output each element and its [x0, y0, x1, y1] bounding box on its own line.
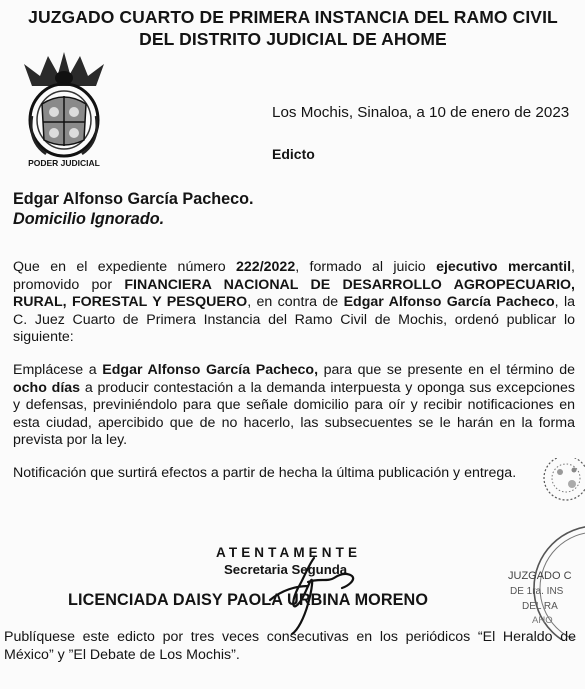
case-paragraph	[13, 259, 575, 347]
court-header	[28, 6, 558, 50]
defendant-name: Edgar Alfonso García Pacheco	[343, 294, 555, 311]
stamp-line: DE 1ra. INS	[510, 586, 564, 597]
addressee	[13, 189, 254, 229]
case-text: , formado al juicio	[295, 259, 437, 275]
addressee-address: Domicilio Ignorado.	[13, 210, 165, 228]
closing-regards: ATENTAMENTE	[216, 545, 362, 560]
court-district: DEL DISTRITO JUDICIAL DE AHOME	[139, 29, 447, 49]
plaintiff-name: FINANCIERA NACIONAL DE DESARROLLO AGROPECUARIO, RURAL, FORESTAL Y PESQUERO	[13, 276, 575, 311]
trial-type: ejecutivo mercantil	[436, 259, 572, 275]
stamp-line: JUZGADO C	[508, 570, 572, 582]
signer-name: LICENCIADA DAISY PAOLA URBINA MORENO	[68, 591, 429, 609]
case-text: Que en el expediente número	[13, 259, 237, 275]
court-name: JUZGADO CUARTO DE PRIMERA INSTANCIA DEL RAMO CIVIL	[28, 7, 558, 27]
seal-label: PODER JUDICIAL	[28, 158, 100, 168]
summons-text: Emplácese a	[13, 362, 103, 378]
court-stamp	[496, 458, 585, 640]
place-and-date: Los Mochis, Sinaloa, a 10 de enero de 2023	[272, 104, 570, 121]
summons-paragraph	[13, 362, 575, 450]
summons-text: a producir contestación a la demanda interpuesta y oponga sus excepciones y defensas, previniéndolo para que señale domicilio para oír y recibir notificaciones en esta ciudad, apercibido que de no hacerlo, las subsecuentes se le harán en la forma prevista por la ley.	[13, 379, 575, 449]
poder-judicial-seal-logo	[18, 46, 110, 158]
case-number: 222/2022	[236, 259, 296, 275]
summons-text: para que se presente en el término de	[318, 362, 575, 378]
defendant-name: Edgar Alfonso García Pacheco,	[102, 362, 319, 378]
publication-note: Publíquese este edicto por tres veces consecutivas en los periódicos “El Heraldo de México” y ”El Debate de Los Mochis”.	[4, 629, 576, 663]
case-text: , en contra de	[247, 294, 344, 311]
stamp-line: AHO	[532, 615, 553, 626]
document-type: Edicto	[272, 146, 315, 162]
stamp-line: DEL RA	[522, 601, 558, 612]
signer-role: Secretaria Segunda	[224, 562, 348, 577]
case-text: , la C. Juez Cuarto de Primera Instancia del Ramo Civil de Mochis, ordenó publicar lo siguiente:	[13, 294, 575, 346]
notification-paragraph: Notificación que surtirá efectos a partir de hecha la última publicación y entrega.	[13, 465, 517, 481]
case-text: , promovido por	[13, 259, 575, 293]
addressee-name: Edgar Alfonso García Pacheco.	[13, 190, 254, 208]
response-term: ocho días	[13, 379, 81, 396]
